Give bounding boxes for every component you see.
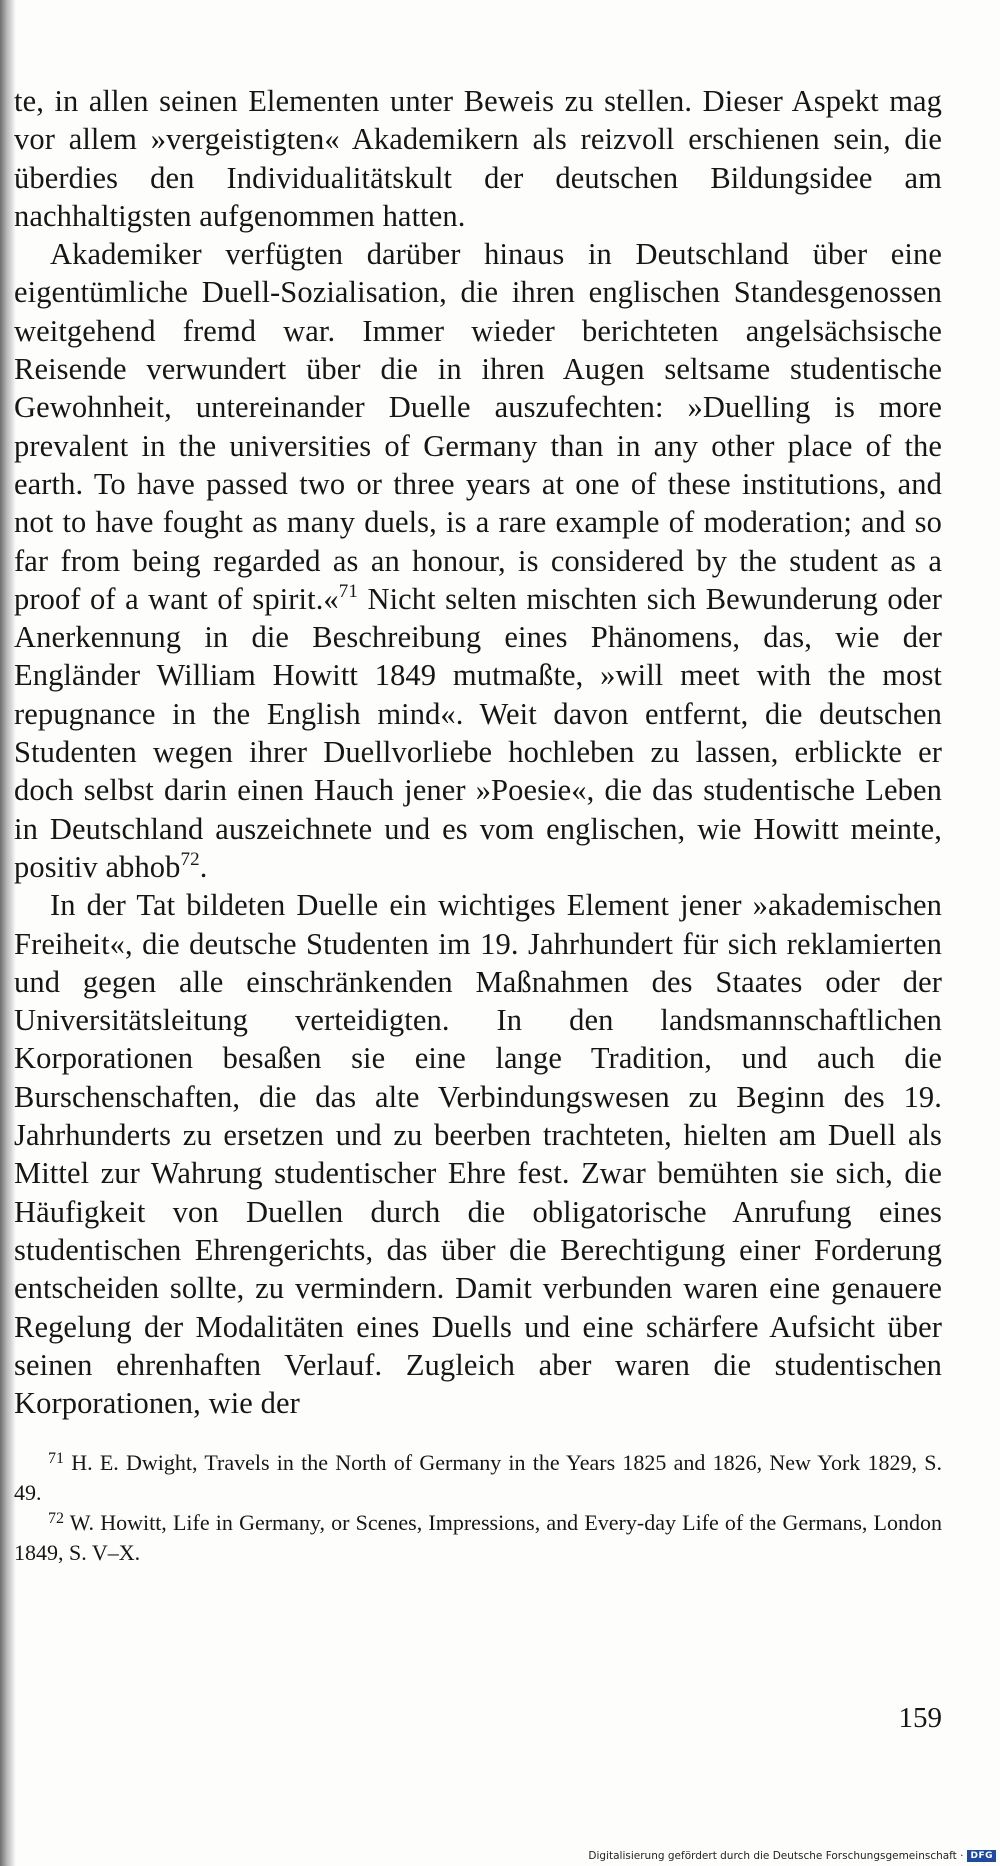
paragraph-3: In der Tat bildeten Duelle ein wichtiges Element jener »akademischen Freiheit«, die deutsche Studenten im 19. Jahrhundert für sich reklamierten und gegen alle einschränkenden Maßnahmen des Staates oder der Universitätsleitung verteidigten. In den landsmannschaftlichen Korporationen besaßen sie eine lange Tradition, und auch die Burschenschaften, die das alte Verbindungswesen zu Beginn des 19. Jahrhunderts zu ersetzen und zu beerben trachteten, hielten am Duell als Mittel zur Wahrung studentischer Ehre fest. Zwar bemühten sie sich, die Häufigkeit von Duellen durch die obligatorische Anrufung eines studentischen Ehrengerichts, das über die Berechtigung einer Forderung entscheiden sollte, zu vermindern. Damit verbunden waren eine genauere Regelung der Modalitäten eines Duells und eine schärfere Aufsicht über seinen ehrenhaften Verlauf. Zugleich aber waren die studentischen Korporationen, wie der — [14, 888, 942, 1421]
footnote-text: W. Howitt, Life in Germany, or Scenes, Impressions, and Every-day Life of the Germans, London 1849, S. V–X. — [14, 1510, 942, 1566]
footnote-text: H. E. Dwight, Travels in the North of Germany in the Years 1825 and 1826, New York 1829, S. 49. — [14, 1450, 942, 1506]
footnote-ref-72: 72 — [180, 848, 200, 870]
footnote-ref-71: 71 — [338, 580, 358, 602]
paragraph-2 — [14, 235, 942, 886]
dfg-logo-icon: DFG — [967, 1850, 996, 1862]
footnote-72 — [14, 1508, 942, 1568]
credit-text: Digitalisierung gefördert durch die Deutsche Forschungsgemeinschaft · — [588, 1850, 964, 1862]
paragraph-2-end: . — [199, 849, 208, 884]
book-page — [14, 82, 942, 1568]
paragraph-2-continued: Nicht selten mischten sich Bewunderung oder Anerkennung in die Beschreibung eines Phänomens, das, wie der Engländer William Howitt 1849 mutmaßte, »will meet with the most repugnance in the English mind«. Weit davon entfernt, die deutschen Studenten wegen ihrer Duellvorliebe hochleben zu lassen, erblickte er doch selbst darin einen Hauch jener »Poesie«, die das studentische Leben in Deutschland auszeichnete und es vom englischen, wie Howitt meinte, positiv abhob — [14, 581, 942, 884]
main-text — [14, 82, 942, 1422]
footnote-71 — [14, 1448, 942, 1508]
paragraph-2-text: Akademiker verfügten darüber hinaus in Deutschland über eine eigentümliche Duell-Sozialisation, die ihren englischen Standesgenossen weitgehend fremd war. Immer wieder berichteten angelsächsische Reisende verwundert über die in ihren Augen seltsame studentische Gewohnheit, untereinander Duelle auszufechten: »Duelling is more prevalent in the universities of Germany than in any other place of the earth. To have passed two or three years at one of these institutions, and not to have fought as many duels, is a rare example of moderation; and so far from being regarded as an honour, is considered by the student as a proof of a want of spirit.« — [14, 237, 942, 616]
digitization-credit — [588, 1850, 996, 1862]
paragraph-1: te, in allen seinen Elementen unter Beweis zu stellen. Dieser Aspekt mag vor allem »vergeistigten« Akademikern als reizvoll erschienen sein, die überdies den Individualitätskult der deutschen Bildungsidee am nachhaltigsten aufgenommen hatten. — [14, 84, 942, 233]
footnote-marker: 71 — [48, 1450, 64, 1468]
footnotes — [14, 1448, 942, 1568]
page-number: 159 — [898, 1702, 942, 1734]
footnote-marker: 72 — [48, 1510, 64, 1528]
